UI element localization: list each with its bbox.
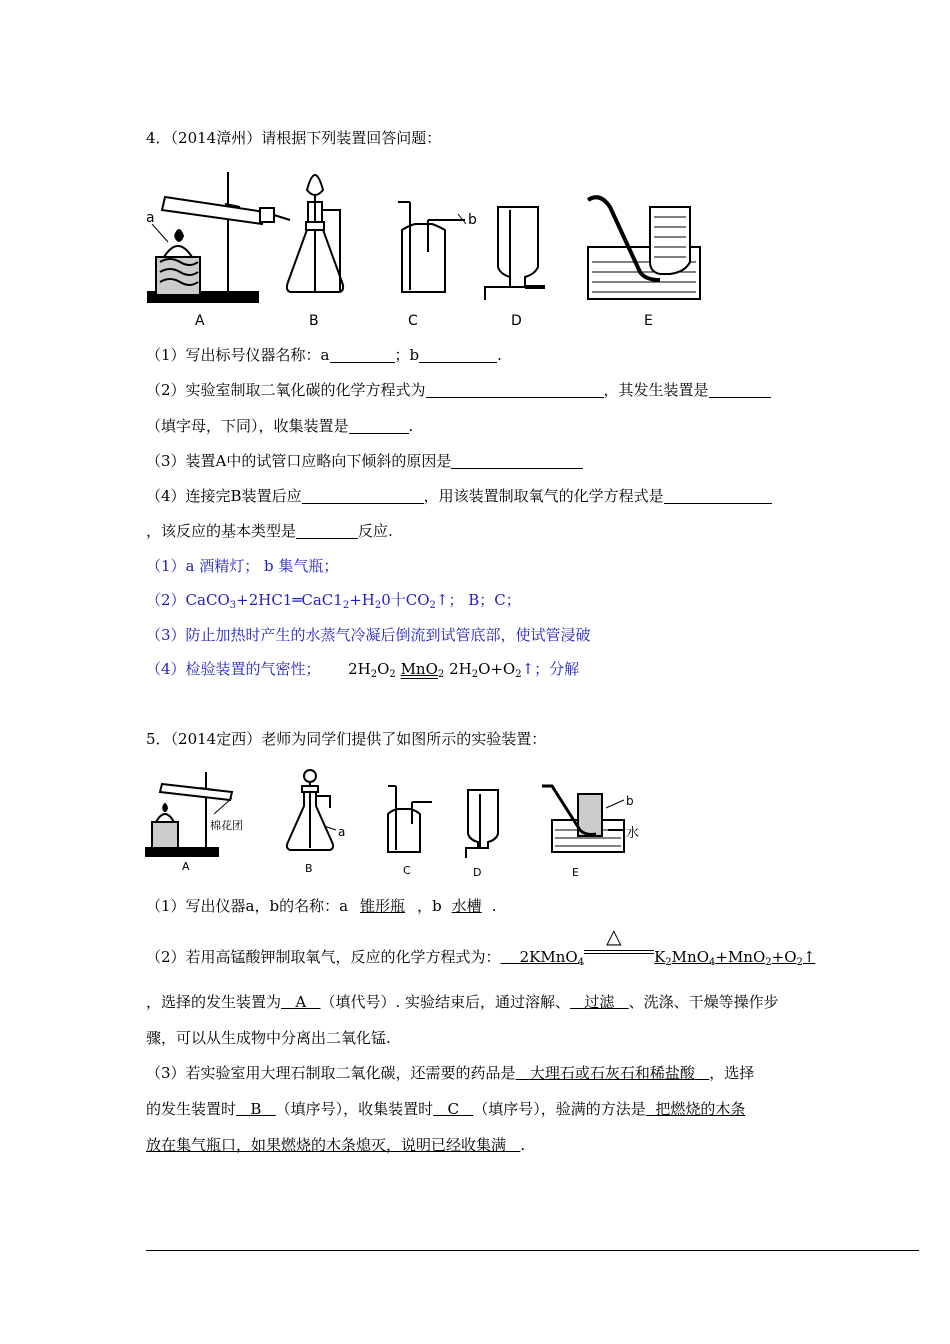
answer-full-check-2: 放在集气瓶口，如果燃烧的木条熄灭，说明已经收集满 xyxy=(146,1136,507,1154)
heat-condition: △ xyxy=(584,944,654,964)
q5-apparatus-figure xyxy=(140,764,660,860)
q4-line-2: （2）实验室制取二氧化碳的化学方程式为 ，其发生装置是 xyxy=(146,380,771,400)
answer-co2-generator: B xyxy=(250,1100,262,1118)
q4-answer-4: （4）检验装置的气密性； $2H_2O_2$ MnO$_2$ $2H_2O+O_2↑$；分解 xyxy=(146,660,580,680)
q4-line-3: （填字母，下同），收集装置是 . xyxy=(146,417,414,435)
q5-fig-label-D: D xyxy=(473,866,482,879)
q4-answer-2: $(2)CaCO_3+2HC1═CaC1_2+H_20$十$CO_2↑$； B；C； xyxy=(146,591,521,611)
q5-title: 5．（2014定西）老师为同学们提供了如图所示的实验装置： xyxy=(146,730,547,748)
blank-collector[interactable] xyxy=(349,417,409,434)
answer-a: 锥形瓶 xyxy=(360,897,406,915)
blank-a[interactable] xyxy=(330,346,395,363)
q4-label-b: b xyxy=(468,212,477,228)
q4-fig-label-C: C xyxy=(408,313,418,329)
q5-line-5: （3）若实验室用大理石制取二氧化碳，还需要的药品是 大理石或石灰石和稀盐酸 ，选择 xyxy=(146,1064,755,1082)
q4-fig-label-D: D xyxy=(511,313,522,329)
blank-reason[interactable] xyxy=(451,452,583,469)
q4-fig-label-E: E xyxy=(644,313,653,329)
q5-line-6: 的发生装置时 B （填序号），收集装置时 C （填序号），验满的方法是 把燃烧的木条 xyxy=(146,1100,746,1118)
q5-fig-label-C: C xyxy=(403,864,411,877)
q4-line-5: （4）连接完B装置后应 ，用该装置制取氧气的化学方程式是 xyxy=(146,486,772,506)
answer-b: 水槽 xyxy=(451,897,482,915)
q4-label-a: a xyxy=(146,210,155,226)
q5-fig-label-B: B xyxy=(305,862,313,875)
blank-reaction-type[interactable] xyxy=(296,522,358,539)
q5-line-2: （2）若用高锰酸钾制取氧气，反应的化学方程式为： 2KMnO$_4$ △ $K_2MnO_4+MnO_2+O_2↑$ xyxy=(146,924,816,968)
q5-label-a: a xyxy=(338,825,346,839)
answer-filter: 过滤 xyxy=(584,993,615,1011)
blank-check[interactable] xyxy=(302,487,424,504)
q4-answer-3: （3）防止加热时产生的水蒸气冷凝后倒流到试管底部，使试管浸破 xyxy=(146,626,591,644)
q4-apparatus-figure xyxy=(140,162,710,312)
q5-line-3: ，选择的发生装置为 A （填代号）. 实验结束后，通过溶解、 过滤 、洗涤、干燥等操作步 xyxy=(146,993,779,1011)
blank-b[interactable] xyxy=(419,346,497,363)
answer-full-check-1: 把燃烧的木条 xyxy=(655,1100,746,1118)
q5-fig-label-E: E xyxy=(572,866,579,879)
q4-line-1: （1）写出标号仪器名称：a ；b . xyxy=(146,346,502,364)
q4-line-4: （3）装置A中的试管口应略向下倾斜的原因是 xyxy=(146,451,583,471)
q5-fig-label-A: A xyxy=(182,860,190,873)
q5-line-1: （1）写出仪器a，b的名称：a 锥形瓶 ，b 水槽 . xyxy=(146,897,497,915)
q5-line-7: 放在集气瓶口，如果燃烧的木条熄灭，说明已经收集满 . xyxy=(146,1136,526,1154)
footer-rule xyxy=(146,1250,919,1251)
q4-fig-label-B: B xyxy=(309,313,319,329)
blank-o2-equation[interactable] xyxy=(664,487,772,504)
q5-label-cotton: 棉花团 xyxy=(210,819,243,832)
q4-answer-1: （1）a 酒精灯； b 集气瓶； xyxy=(146,557,339,575)
q4-line-6: ，该反应的基本类型是 反应. xyxy=(146,522,393,540)
blank-equation[interactable] xyxy=(426,381,604,398)
answer-co2-collector: C xyxy=(447,1100,459,1118)
q4-fig-label-A: A xyxy=(195,313,205,329)
answer-generator: A xyxy=(295,993,307,1011)
blank-generator[interactable] xyxy=(709,381,771,398)
q4-title: 4．（2014漳州）请根据下列装置回答问题： xyxy=(146,129,442,147)
q5-line-4: 骤，可以从生成物中分离出二氧化锰. xyxy=(146,1029,391,1047)
q5-label-b: b xyxy=(626,794,634,808)
q5-label-water: 水 xyxy=(626,826,640,841)
answer-reagents: 大理石或石灰石和稀盐酸 xyxy=(529,1064,695,1082)
